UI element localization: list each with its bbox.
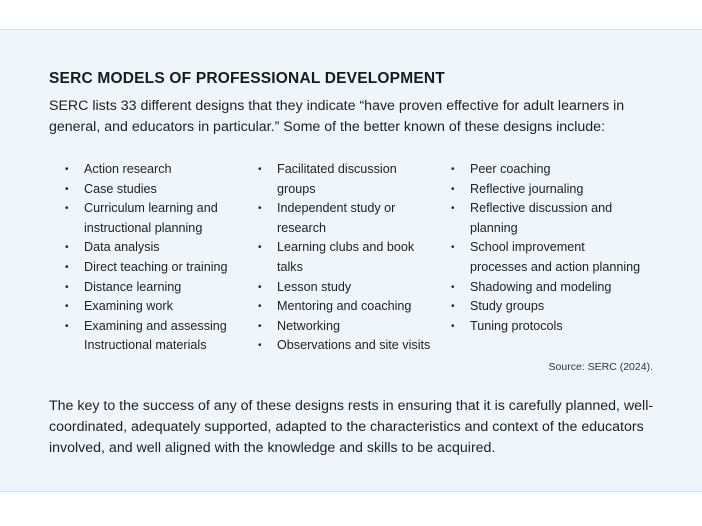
list-item: • Shadowing and modeling xyxy=(451,278,641,298)
sidebar-heading: SERC MODELS OF PROFESSIONAL DEVELOPMENT xyxy=(49,70,445,87)
list-item: • Data analysis xyxy=(65,238,245,258)
design-list-column-1 xyxy=(65,160,245,356)
intro-paragraph: SERC lists 33 different designs that they indicate “have proven effective for adult learners in general, and educators in particular.” Some of the better known of these designs include: xyxy=(49,98,625,135)
list-item: • Action research xyxy=(65,160,245,180)
list-item: • Study groups xyxy=(451,297,641,317)
list-item: • Mentoring and coaching xyxy=(258,297,438,317)
list-item: • Facilitated discussion groups xyxy=(258,160,438,199)
list-item: • Reflective journaling xyxy=(451,180,641,200)
source-citation: Source: SERC (2024). xyxy=(548,361,653,373)
list-item: • Case studies xyxy=(65,180,245,200)
design-list-column-2 xyxy=(258,160,438,356)
list-item: • Observations and site visits xyxy=(258,336,438,356)
list-item: • Examining and assessing Instructional materials xyxy=(65,317,245,356)
list-item: • Learning clubs and book talks xyxy=(258,238,438,277)
closing-paragraph: The key to the success of any of these designs rests in ensuring that it is carefully planned, well-coordinated, adequately supported, adapted to the characteristics and context of the educators involved, and well aligned with the knowledge and skills to be acquired. xyxy=(49,398,654,456)
list-item: • Peer coaching xyxy=(451,160,641,180)
list-item: • Distance learning xyxy=(65,278,245,298)
list-item: • Lesson study xyxy=(258,278,438,298)
list-item: • Tuning protocols xyxy=(451,317,641,337)
design-list-column-3 xyxy=(451,160,641,336)
list-item: • School improvement processes and action planning xyxy=(451,238,641,277)
list-item: • Independent study or research xyxy=(258,199,438,238)
list-item: • Curriculum learning and instructional planning xyxy=(65,199,245,238)
list-item: • Direct teaching or training xyxy=(65,258,245,278)
list-item: • Networking xyxy=(258,317,438,337)
list-item: • Reflective discussion and planning xyxy=(451,199,641,238)
list-item: • Examining work xyxy=(65,297,245,317)
